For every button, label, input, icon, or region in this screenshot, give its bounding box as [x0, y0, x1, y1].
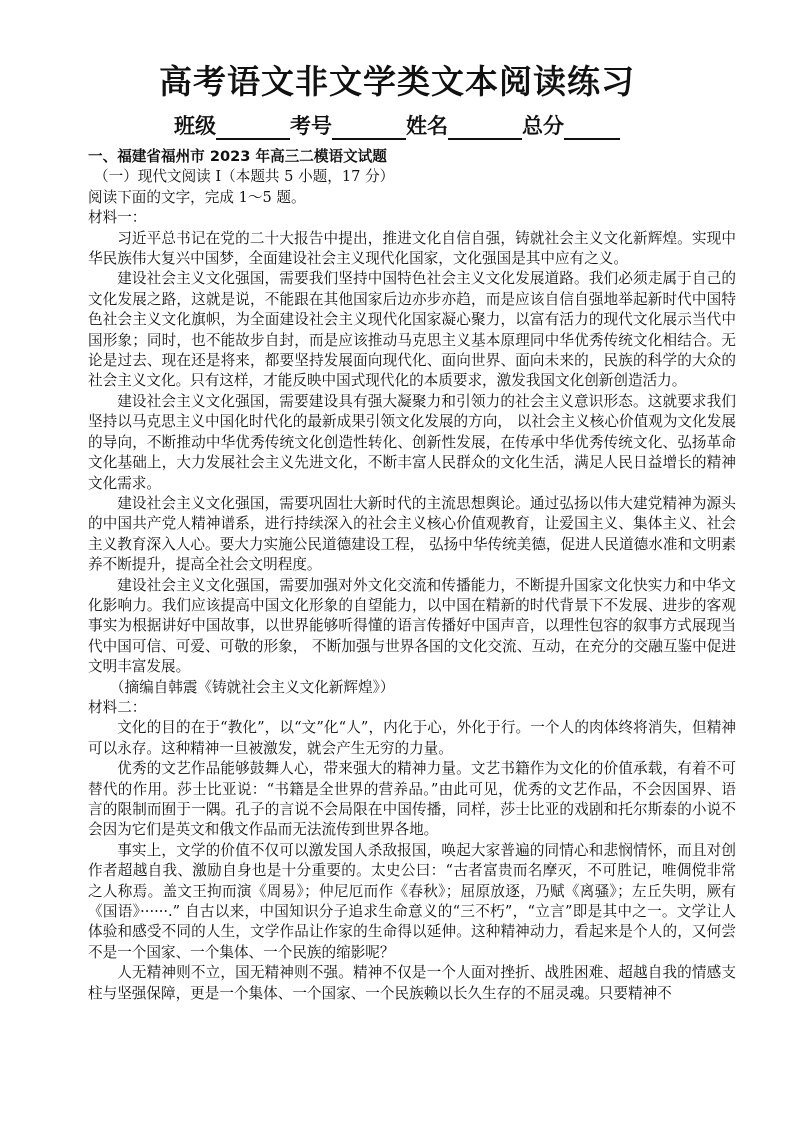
- name-blank: [448, 116, 522, 140]
- material1-paragraph: 建设社会主义文化强国，需要加强对外文化交流和传播能力，不断提升国家文化快实力和中华文化影响力。我们应该提高中国文化形象的自望能力，以中国在精新的时代背景下不发展、进步的客观事实为根据讲好中国故事，以世界能够听得懂的语言传播好中国声音，以理性包容的叙事方式展现当代中国可信、可爱、可敬的形象， 不断加强与世界各国的文化交流、互动，在充分的交融互鉴中促进文明丰富发展。: [88, 576, 736, 676]
- material2-paragraph: 人无精神则不立，国无精神则不强。精神不仅是一个人面对挫折、战胜困难、超越自我的情感支柱与坚强保障，更是一个集体、一个国家、一个民族赖以长久生存的不屈灵魂。只要精神不: [88, 964, 736, 1002]
- material1-paragraph: 建设社会主义文化强国，需要我们坚持中国特色社会主义文化发展道路。我们必须走属于自己的文化发展之路，这就是说，不能跟在其他国家后边亦步亦趋，而是应该自信自强地举起新时代中国特色社会主义文化旗帜，为全面建设社会主义现代化国家凝心聚力，以富有活力的现代文化展示当代中国形象；同时，也不能故步自封，而是应该推动马克思主义基本原理同中华优秀传统文化相结合。无论是过去、现在还是将来，都要坚持发展面向现代化、面向世界、面向未来的，民族的科学的大众的社会主义文化。只有这样，才能反映中国式现代化的本质要求，激发我国文化创新创造活力。: [88, 270, 736, 390]
- score-blank: [564, 116, 620, 140]
- material2-paragraph: 事实上，文学的价值不仅可以激发国人杀敌报国，唤起大家普遍的同情心和悲悯情怀，而且对创作者超越自我、激励自身也是十分重要的。太史公曰：“古者富贵而名摩灭，不可胜记，唯倜傥非常之人称焉。盖文王拘而演《周易》；仲尼厄而作《春秋》；屈原放逐，乃赋《离骚》；左丘失明，厥有《国语》······.” 自古以来，中国知识分子追求生命意义的“三不朽”，“立言”即是其中之一。文学让人体验和感受不同的人生，文学作品让作家的生命得以延伸。这种精神动力，看起来是个人的，又何尝不是一个国家、一个集体、一个民族的缩影呢？: [88, 841, 736, 961]
- exam-no-blank: [332, 116, 406, 140]
- class-blank: [216, 116, 290, 140]
- material2-label: 材料二：: [88, 698, 147, 716]
- student-info-line: [0, 112, 794, 140]
- material1-paragraph: 建设社会主义文化强国，需要建设具有强大凝聚力和引领力的社会主义意识形态。这就要求我们坚持以马克思主义中国化时代化的最新成果引领文化发展的方向， 以社会主义核心价值观为文化发展的导向，不断推动中华优秀传统文化创造性转化、创新性发展，在传承中华优秀传统文化、弘扬革命文化基础上，大力发展社会主义先进文化，不断丰富人民群众的文化生活，满足人民日益增长的精神文化需求。: [88, 392, 736, 492]
- instruction: 阅读下面的文字，完成 1～5 题。: [88, 188, 306, 206]
- page-title: 高考语文非文学类文本阅读练习: [159, 62, 635, 101]
- class-label: 班级: [174, 114, 216, 138]
- material2-paragraph: 文化的目的在于“教化”，以“文”化“人”，内化于心，外化于行。一个人的肉体终将消失，但精神可以永存。这种精神一旦被激发，就会产生无穷的力量。: [88, 719, 736, 757]
- name-label: 姓名: [406, 114, 448, 138]
- section-heading: 一、福建省福州市 2023 年高三二模语文试题: [88, 148, 387, 165]
- material2-paragraph: 优秀的文艺作品能够鼓舞人心，带来强大的精神力量。文艺书籍作为文化的价值承载，有着不可替代的作用。莎士比亚说：“书籍是全世界的营养品。”由此可见，优秀的文艺作品，不会因国界、语言的限制而囿于一隅。孔子的言说不会局限在中国传播，同样，莎士比亚的戏剧和托尔斯泰的小说不会因为它们是英文和俄文作品而无法流传到世界各地。: [88, 760, 736, 839]
- material1-paragraph: 建设社会主义文化强国，需要巩固壮大新时代的主流思想舆论。通过弘扬以伟大建党精神为源头的中国共产党人精神谱系，进行持续深入的社会主义核心价值观教育，让爱国主义、集体主义、社会主义教育深入人心。要大力实施公民道德建设工程， 弘扬中华传统美德，促进人民道德水准和文明素养不断提升，提高全社会文明程度。: [88, 494, 736, 574]
- article-body: [88, 147, 736, 1004]
- score-label: 总分: [522, 114, 564, 138]
- part-heading: （一）现代文阅读 I（本题共 5 小题，17 分）: [94, 168, 395, 186]
- exam-no-label: 考号: [290, 114, 332, 138]
- material1-label: 材料一：: [88, 209, 147, 227]
- material1-paragraph: 习近平总书记在党的二十大报告中提出，推进文化自信自强，铸就社会主义文化新辉煌。实现中华民族伟大复兴中国梦，全面建设社会主义现代化国家，文化强国是其中应有之义。: [88, 229, 736, 268]
- material1-source: （摘编自韩震《铸就社会主义文化新辉煌》）: [109, 678, 395, 696]
